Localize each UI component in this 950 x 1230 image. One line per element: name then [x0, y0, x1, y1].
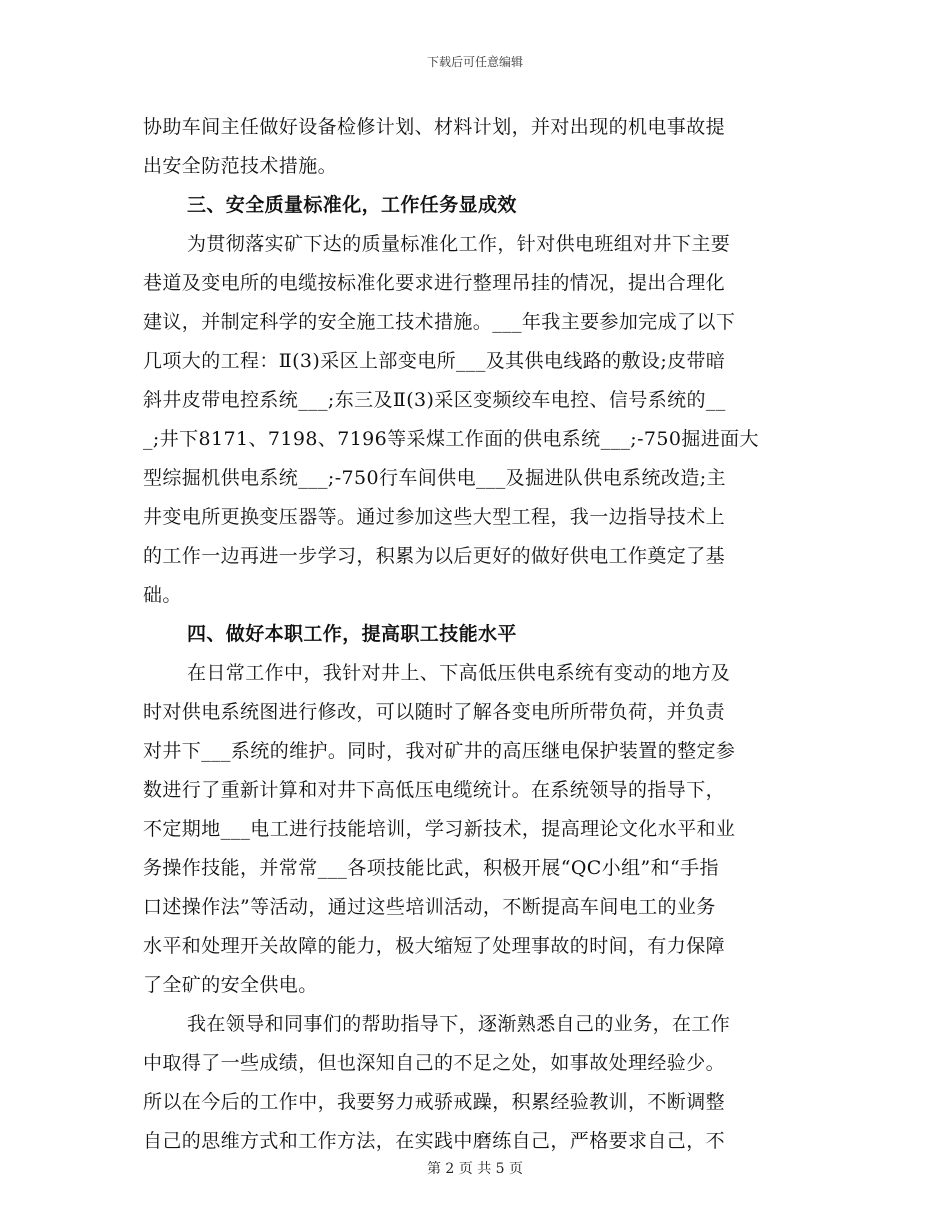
header-note: 下载后可任意编辑 [426, 55, 523, 69]
text-line: 口述操作法”等活动，通过这些培训活动，不断提高车间电工的业务 [143, 896, 716, 918]
text-line: 不定期地___电工进行技能培训，学习新技术，提高理论文化水平和业 [143, 818, 736, 840]
text-line: 水平和处理开关故障的能力，极大缩短了处理事故的时间，有力保障 [143, 935, 726, 957]
document-body [143, 108, 803, 1161]
text-line: 几项大的工程：Ⅱ(3)采区上部变电所___及其供电线路的敷设;皮带暗 [143, 350, 726, 372]
text-line: 建议，并制定科学的安全施工技术措施。___年我主要参加完成了以下 [143, 311, 736, 333]
text-line: 我在领导和同事们的帮助指导下，逐渐熟悉自己的业务，在工作 [187, 1013, 731, 1035]
text-line: 数进行了重新计算和对井下高低压电缆统计。在系统领导的指导下， [143, 779, 726, 801]
section-heading: 三、安全质量标准化，工作任务显成效 [187, 194, 517, 216]
text-line: 的工作一边再进一步学习，积累为以后更好的做好供电工作奠定了基 [143, 545, 726, 567]
text-line: 了全矿的安全供电。 [143, 974, 318, 996]
text-line: 中取得了一些成绩，但也深知自己的不足之处，如事故处理经验少。 [143, 1052, 726, 1074]
text-line: 斜井皮带电控系统___;东三及Ⅱ(3)采区变频绞车电控、信号系统的__ [143, 389, 726, 411]
text-line: 型综掘机供电系统___;-750行车间供电___及掘进队供电系统改造;主 [143, 467, 726, 489]
text-line: 在日常工作中，我针对井上、下高低压供电系统有变动的地方及 [187, 662, 731, 684]
text-line: 巷道及变电所的电缆按标准化要求进行整理吊挂的情况，提出合理化 [143, 272, 726, 294]
text-line: 础。 [143, 584, 182, 606]
text-line: 所以在今后的工作中，我要努力戒骄戒躁，积累经验教训，不断调整 [143, 1091, 726, 1113]
text-line: 时对供电系统图进行修改，可以随时了解各变电所所带负荷，并负责 [143, 701, 726, 723]
page-number: 第 2 页 共 5 页 [426, 1161, 524, 1177]
text-line: _;井下8171、7198、7196等采煤工作面的供电系统___;-750掘进面大 [143, 428, 759, 450]
text-line: 对井下___系统的维护。同时，我对矿井的高压继电保护装置的整定参 [143, 740, 736, 762]
text-line: 协助车间主任做好设备检修计划、材料计划，并对出现的机电事故提 [143, 116, 726, 138]
text-line: 自己的思维方式和工作方法，在实践中磨练自己，严格要求自己，不 [143, 1130, 726, 1152]
section-heading: 四、做好本职工作，提高职工技能水平 [187, 623, 517, 645]
text-line: 务操作技能，并常常___各项技能比武，积极开展“QC小组”和“手指 [143, 857, 719, 879]
text-line: 出安全防范技术措施。 [143, 155, 338, 177]
text-line: 为贯彻落实矿下达的质量标准化工作，针对供电班组对井下主要 [187, 233, 731, 255]
text-line: 井变电所更换变压器等。通过参加这些大型工程，我一边指导技术上 [143, 506, 726, 528]
